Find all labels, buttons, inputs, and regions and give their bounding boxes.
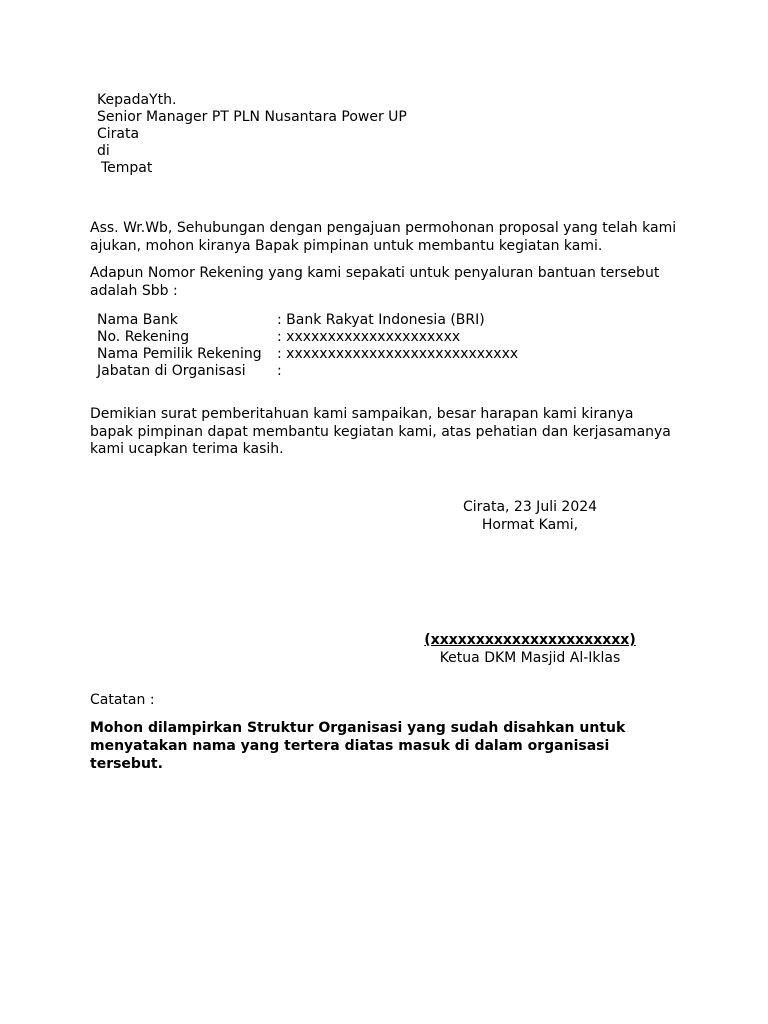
note-title: Catatan :: [90, 692, 155, 708]
recipient-address: [97, 92, 407, 177]
bank-detail-label: Nama Pemilik Rekening: [97, 346, 262, 362]
recipient-line-3: Cirata: [97, 126, 140, 142]
bank-detail-label: Nama Bank: [97, 312, 178, 328]
recipient-line-4: di: [97, 143, 110, 159]
signature-block: [410, 631, 650, 667]
opening-paragraph: Ass. Wr.Wb, Sehubungan dengan pengajuan permohonan proposal yang telah kami ajukan, mohon kiranya Bapak pimpinan untuk membantu kegiatan kami.: [90, 220, 677, 254]
bank-detail-value: : xxxxxxxxxxxxxxxxxxxxxxxxxxxx: [277, 346, 519, 362]
bank-detail-value: :: [277, 363, 282, 379]
place-date: Cirata, 23 Juli 2024: [462, 499, 598, 515]
bank-details-table: [97, 312, 518, 380]
recipient-line-2: Senior Manager PT PLN Nusantara Power UP: [97, 109, 407, 125]
recipient-line-5: Tempat: [101, 160, 153, 176]
signer-title: Ketua DKM Masjid Al-Iklas: [439, 650, 621, 666]
closing-block: [430, 498, 630, 534]
bank-details-row: [97, 312, 518, 329]
bank-detail-value: : xxxxxxxxxxxxxxxxxxxxx: [277, 329, 461, 345]
bank-detail-label: Jabatan di Organisasi: [97, 363, 246, 379]
bank-details-row: [97, 363, 518, 380]
note-text: Mohon dilampirkan Struktur Organisasi yang sudah disahkan untuk menyatakan nama yang tertera diatas masuk di dalam organisasi tersebut.: [90, 720, 626, 772]
account-intro-paragraph: Adapun Nomor Rekening yang kami sepakati untuk penyaluran bantuan tersebut adalah Sbb :: [90, 265, 660, 299]
recipient-line-1: KepadaYth.: [97, 92, 177, 108]
bank-details-row: [97, 329, 518, 346]
bank-detail-label: No. Rekening: [97, 329, 190, 345]
closing-paragraph: Demikian surat pemberitahuan kami sampaikan, besar harapan kami kiranya bapak pimpinan dapat membantu kegiatan kami, atas pehatian dan kerjasamanya kami ucapkan terima kasih.: [90, 406, 671, 457]
signer-name: (xxxxxxxxxxxxxxxxxxxxxx): [424, 632, 636, 648]
bank-details-row: [97, 346, 518, 363]
bank-detail-value: : Bank Rakyat Indonesia (BRI): [277, 312, 485, 328]
closing-salutation: Hormat Kami,: [481, 517, 579, 533]
